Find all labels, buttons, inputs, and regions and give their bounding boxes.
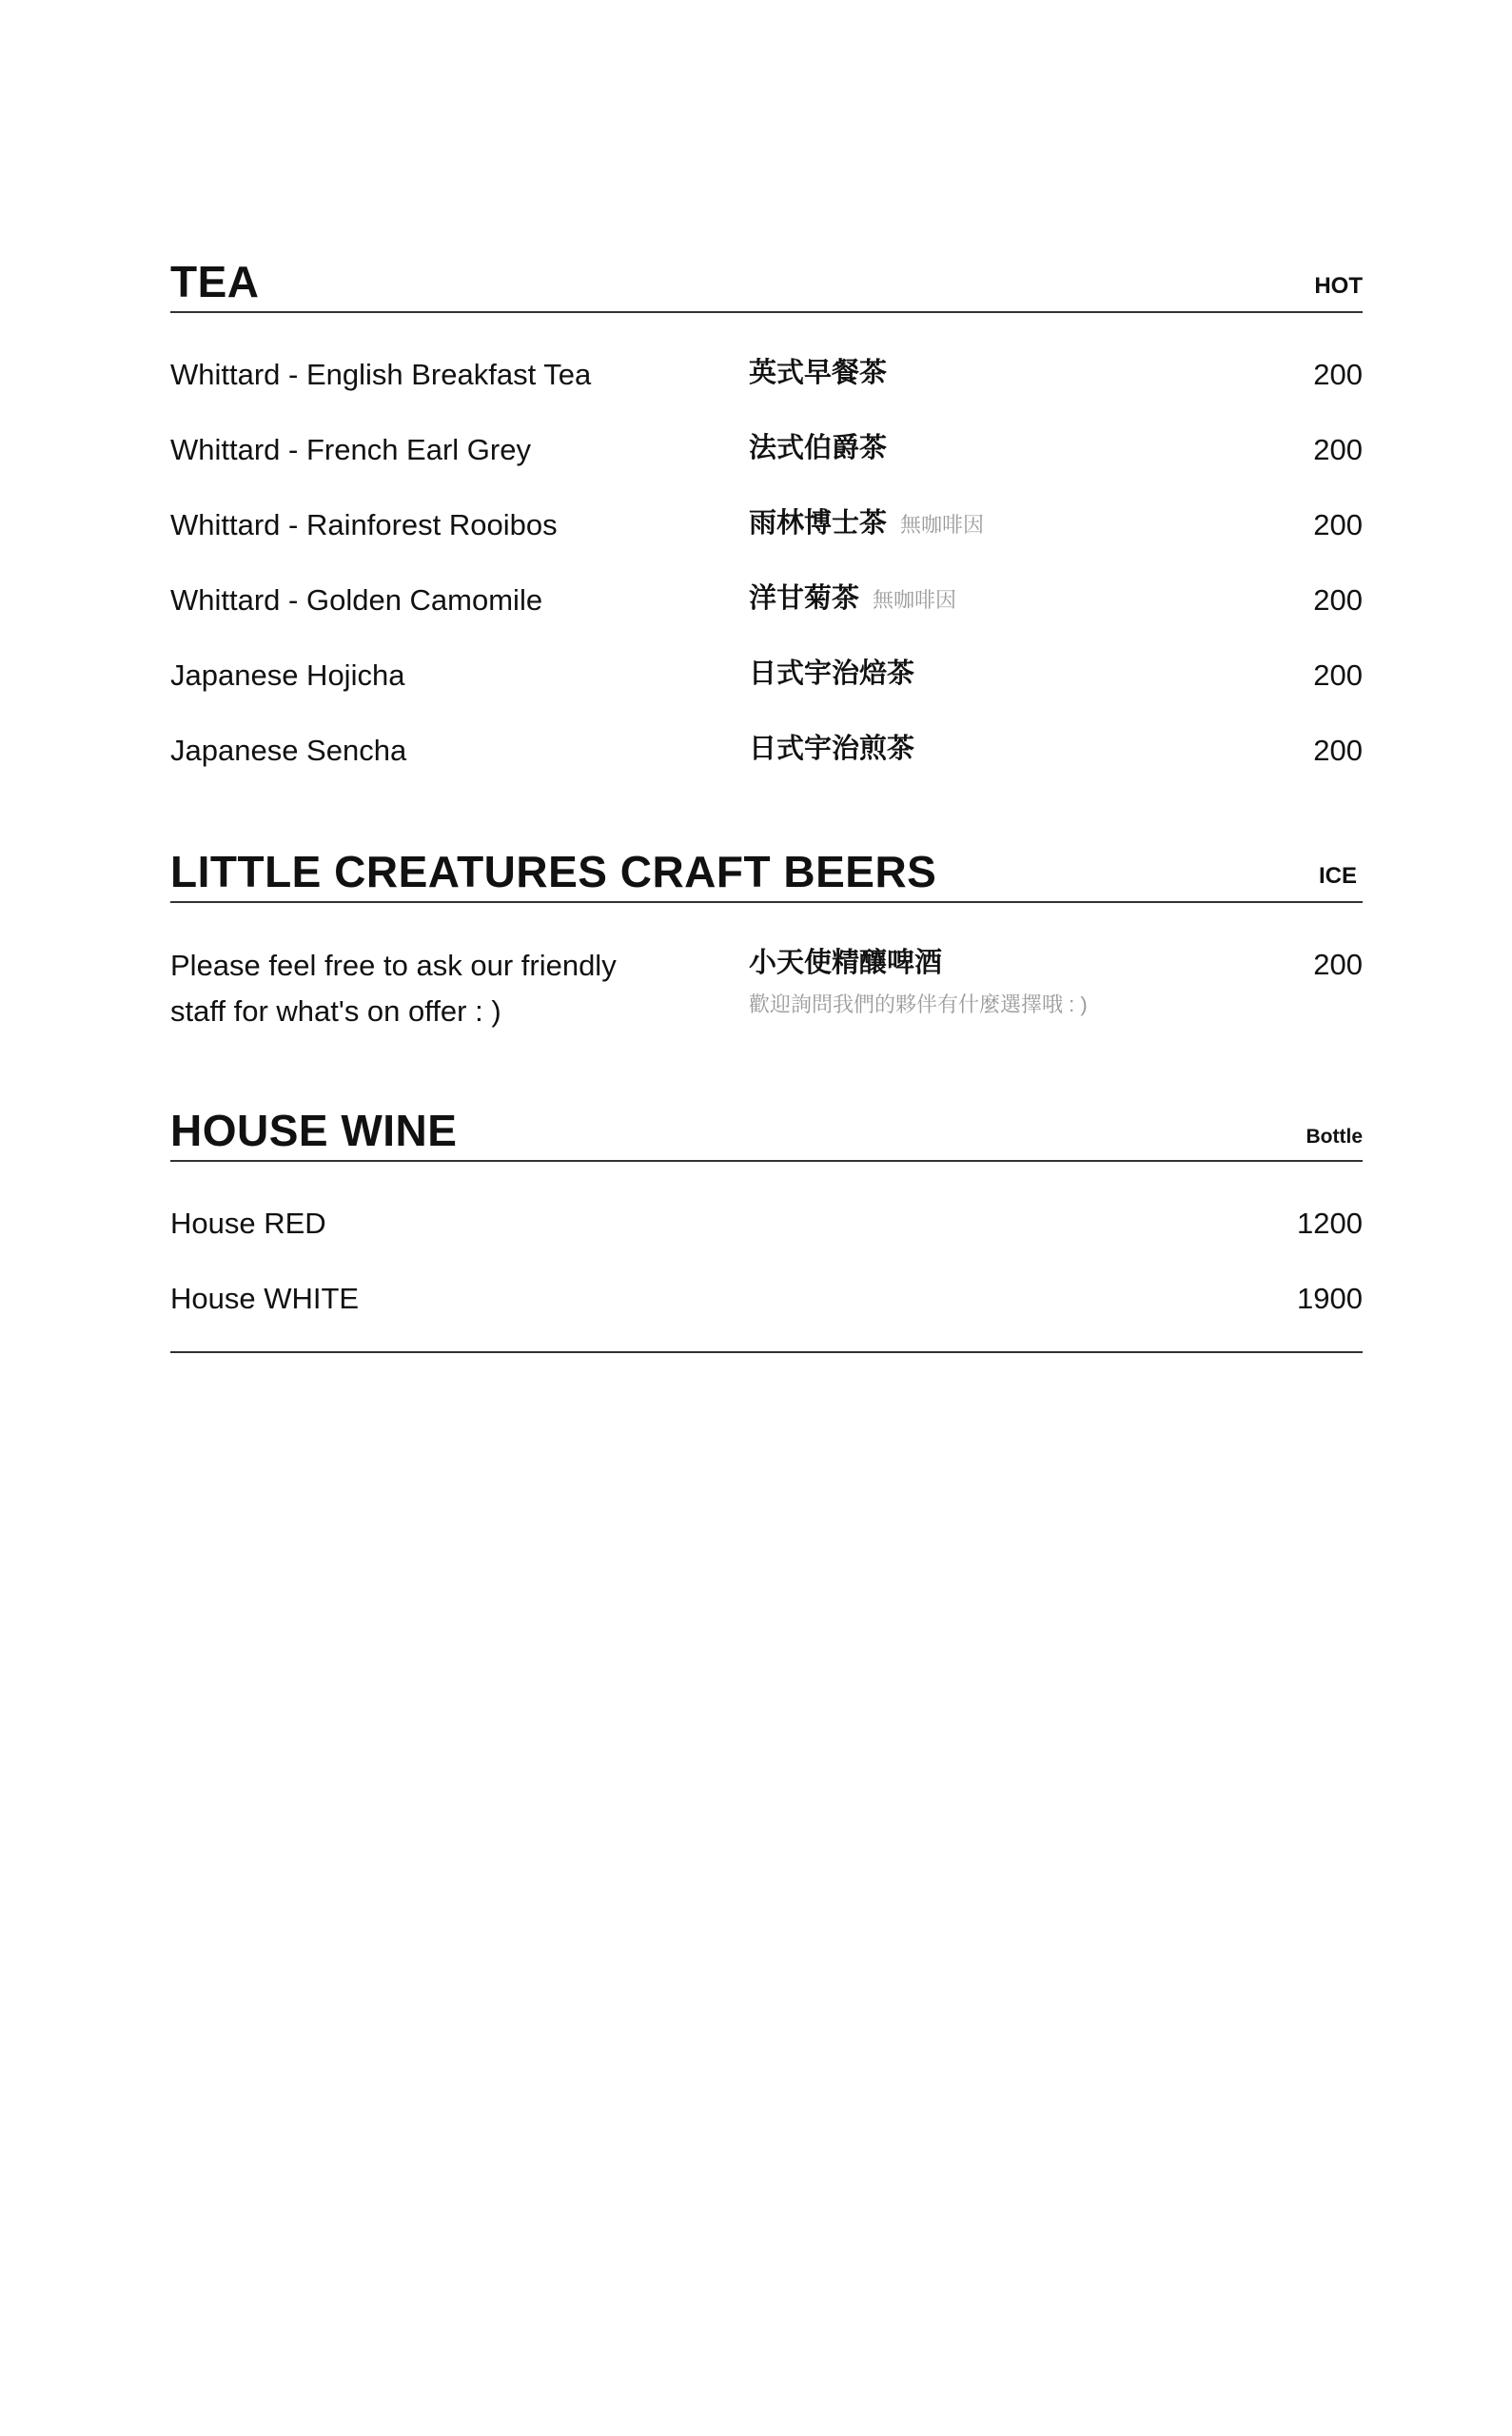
menu-item — [170, 930, 1363, 1072]
description-line: staff for what's on offer : ) — [170, 994, 501, 1028]
menu-item — [170, 415, 1363, 490]
item-price: 200 — [1313, 508, 1363, 541]
wine-title: HOUSE WINE — [170, 1106, 458, 1155]
menu-item — [170, 716, 1363, 791]
item-name-en: Japanese Sencha — [170, 734, 407, 767]
item-price: 200 — [1313, 948, 1363, 981]
beer-title: LITTLE CREATURES CRAFT BEERS — [170, 847, 937, 896]
tea-section — [170, 243, 1363, 791]
item-name-zh: 小天使精釀啤酒 — [749, 948, 943, 978]
menu-item — [170, 340, 1363, 415]
wine-header — [170, 1091, 1363, 1162]
menu-item — [170, 1189, 1363, 1264]
description-line: Please feel free to ask our friendly — [170, 949, 617, 982]
item-name-zh: 日式宇治煎茶 — [749, 734, 915, 764]
caffeine-free-note: 無咖啡因 — [900, 513, 985, 537]
beer-section — [170, 833, 1363, 1072]
item-name-zh: 洋甘菊茶 無咖啡因 — [749, 583, 957, 614]
wine-list — [170, 1189, 1363, 1339]
tea-list — [170, 340, 1363, 791]
tea-title: TEA — [170, 257, 260, 306]
item-name-zh: 法式伯爵茶 — [749, 433, 888, 463]
closing-divider — [170, 1351, 1363, 1353]
menu-item — [170, 565, 1363, 640]
caffeine-free-note: 無咖啡因 — [873, 588, 957, 612]
item-price: 200 — [1313, 658, 1363, 692]
beer-tag: ICE — [1318, 863, 1357, 889]
item-price: 200 — [1313, 358, 1363, 391]
item-name-en: House WHITE — [170, 1282, 360, 1315]
item-price: 1900 — [1297, 1282, 1363, 1315]
item-name-en: Whittard - Golden Camomile — [170, 583, 543, 617]
item-price: 200 — [1313, 583, 1363, 617]
menu-item — [170, 640, 1363, 716]
item-name-en: Japanese Hojicha — [170, 658, 405, 692]
beer-header — [170, 833, 1363, 903]
item-description-en — [170, 943, 703, 1034]
item-name-zh: 日式宇治焙茶 — [749, 658, 915, 689]
menu-item — [170, 1264, 1363, 1339]
item-note-zh: 歡迎詢問我們的夥伴有什麼選擇哦 : ) — [749, 992, 1088, 1016]
item-name-zh: 雨林博士茶 無咖啡因 — [749, 508, 985, 539]
tea-header — [170, 243, 1363, 313]
item-name-en: Whittard - Rainforest Rooibos — [170, 508, 558, 541]
tea-tag: HOT — [1314, 273, 1363, 299]
menu-item — [170, 490, 1363, 565]
wine-section — [170, 1091, 1363, 1339]
item-name-en: Whittard - French Earl Grey — [170, 433, 531, 466]
item-price: 1200 — [1297, 1207, 1363, 1240]
item-price: 200 — [1313, 433, 1363, 466]
item-name-en: Whittard - English Breakfast Tea — [170, 358, 592, 391]
wine-tag: Bottle — [1306, 1126, 1363, 1148]
item-name-zh: 英式早餐茶 — [749, 358, 888, 388]
item-price: 200 — [1313, 734, 1363, 767]
item-name-en: House RED — [170, 1207, 326, 1240]
